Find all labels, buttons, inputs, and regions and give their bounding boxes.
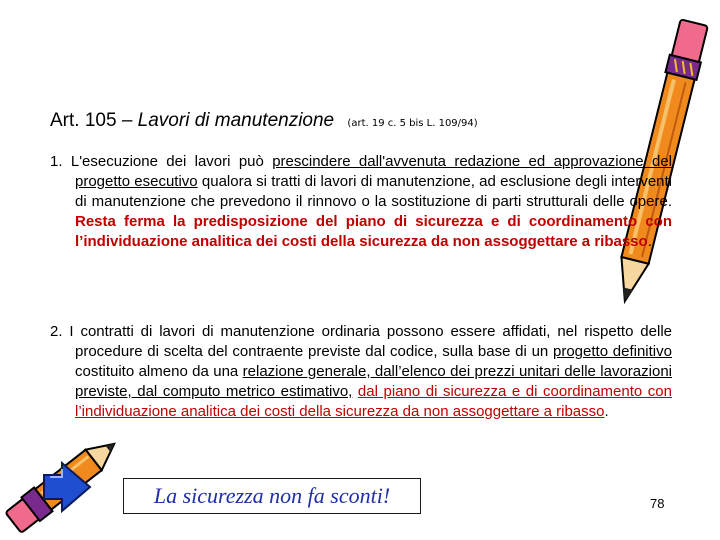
highlighted-text: dal piano di sicurezza e di coordinamento con l’individuazione analitica dei costi della sicurezza da non assoggettare a ribasso [75,383,672,420]
underlined-text: prescindere dall'avvenuta redazione ed approvazione del progetto esecutivo [75,153,672,190]
highlighted-text: Resta ferma la predisposizione del piano di sicurezza e di coordinamento con l’individuazione analitica dei costi della sicurezza da non assoggettare a ribasso [75,213,672,250]
page-number: 78 [650,496,665,511]
title-text: Lavori di manutenzione [137,110,335,131]
paragraph-2: 2. I contratti di lavori di manutenzione ordinaria possono essere affidati, nel rispetto delle procedure di scelta del contraente previste dal codice, sulla base di un progetto definitivo costituito almeno da una relazione generale, dall’elenco dei prezzi unitari delle lavorazioni previste, dal computo metrico estimativo, dal piano di sicurezza e di coordinamento con l’individuazione analitica dei costi della sicurezza da non assoggettare a ribasso. [50,323,672,420]
title-reference: (art. 19 c. 5 bis L. 109/94) [347,118,478,129]
slide-title [50,110,478,132]
paragraph-1: 1. L'esecuzione dei lavori può prescindere dall'avvenuta redazione ed approvazione del progetto esecutivo qualora si tratti di lavori di manutenzione, ad esclusione degli interventi di manutenzione che prevedono il rinnovo o la sostituzione di parti strutturali delle opere. Resta ferma la predisposizione del piano di sicurezza e di coordinamento con l’individuazione analitica dei costi della sicurezza da non assoggettare a ribasso. [50,153,672,250]
underlined-text: relazione generale, dall’elenco dei prezzi unitari delle lavorazioni previste, dal computo metrico estimativo, [75,363,672,400]
underlined-text: progetto definitivo [553,343,672,360]
title-prefix: Art. 105 – [50,110,133,131]
pencil-icon [0,425,130,540]
slogan-box: La sicurezza non fa sconti! [123,478,421,514]
